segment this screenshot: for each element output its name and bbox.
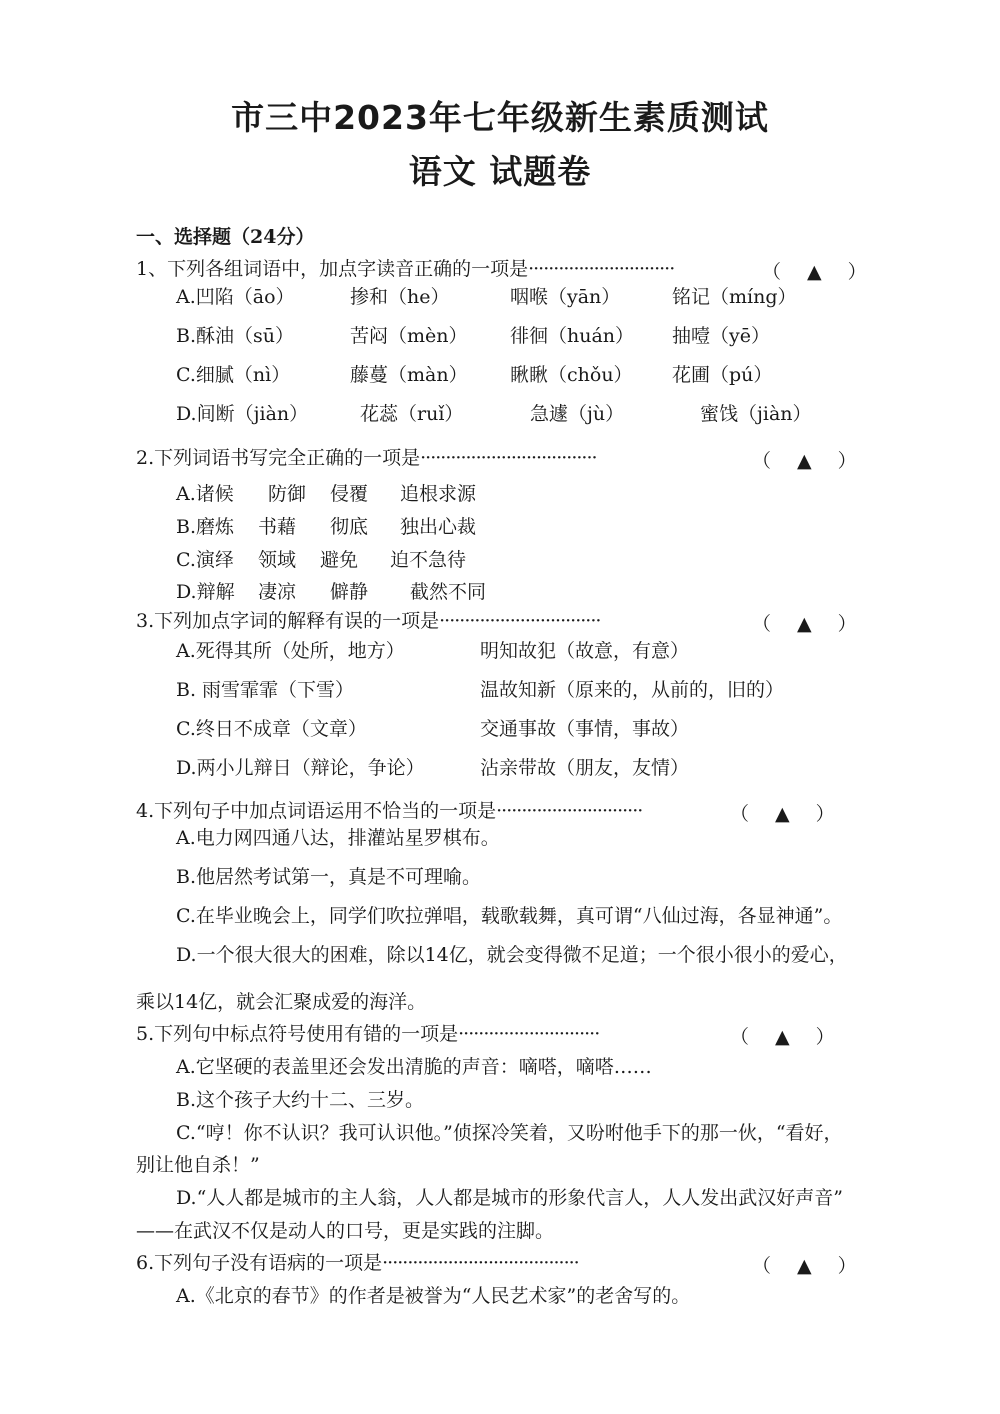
q6-option-a: A.《北京的春节》的作者是被誉为“人民艺术家”的老舍写的。 xyxy=(176,1285,691,1307)
q1-option-a1: A.凹陷（āo） xyxy=(176,286,295,308)
q1-leader-dots: ····························· xyxy=(528,258,675,280)
q1-option-c2: 藤蔓（màn） xyxy=(350,364,468,386)
triangle-marker-icon: ▲ xyxy=(807,261,822,283)
q1-option-c4: 花圃（pú） xyxy=(672,364,773,386)
q2-option-a4: 追根求源 xyxy=(400,483,477,505)
q2-option-d4: 截然不同 xyxy=(410,581,487,603)
q1-option-d4: 蜜饯（jiàn） xyxy=(700,403,812,425)
q5-option-d-line1: D.“人人都是城市的主人翁，人人都是城市的形象代言人，人人发出武汉好声音” xyxy=(176,1187,844,1209)
q4-answer-bracket: （ ▲ ） xyxy=(730,803,835,825)
q2-option-d2: 凄凉 xyxy=(258,581,297,603)
q2-option-b1: B.磨炼 xyxy=(176,516,235,538)
q4-option-d-line2: 乘以14亿，就会汇聚成爱的海洋。 xyxy=(136,991,427,1013)
q3-option-a-right: 明知故犯（故意，有意） xyxy=(480,640,690,662)
q2-option-c2: 领域 xyxy=(258,549,297,571)
q2-stem-text: 2.下列词语书写完全正确的一项是 xyxy=(136,447,421,469)
q1-option-b1: B.酥油（sū） xyxy=(176,325,294,347)
q3-option-a-left: A.死得其所（处所，地方） xyxy=(176,640,405,662)
q4-option-b: B.他居然考试第一，真是不可理喻。 xyxy=(176,866,482,888)
q2-option-a2: 防御 xyxy=(268,483,307,505)
q3-answer-bracket: （ ▲ ） xyxy=(752,613,857,635)
q5-option-c-line2: 别让他自杀！” xyxy=(136,1154,260,1176)
q1-option-b4: 抽噎（yē） xyxy=(672,325,770,347)
q3-option-d-left: D.两小儿辩日（辩论，争论） xyxy=(176,757,425,779)
q4-option-d-line1: D.一个很大很大的困难，除以14亿，就会变得微不足道；一个很小很小的爱心， xyxy=(176,944,848,966)
q1-option-b3: 徘徊（huán） xyxy=(510,325,635,347)
q3-option-d-right: 沾亲带故（朋友，友情） xyxy=(480,757,690,779)
triangle-marker-icon: ▲ xyxy=(775,803,790,825)
q2-option-d3: 僻静 xyxy=(330,581,369,603)
q2-option-d1: D.辩解 xyxy=(176,581,235,603)
q2-leader-dots: ··································· xyxy=(420,447,597,469)
q2-option-a3: 侵覆 xyxy=(330,483,369,505)
exam-title: 市三中2023年七年级新生素质测试 xyxy=(231,98,769,137)
triangle-marker-icon: ▲ xyxy=(775,1026,790,1048)
q3-option-b-right: 温故知新（原来的，从前的，旧的） xyxy=(480,679,785,701)
q5-option-d-line2: ——在武汉不仅是动人的口号，更是实践的注脚。 xyxy=(136,1220,555,1242)
q3-stem-text: 3.下列加点字词的解释有误的一项是 xyxy=(136,610,440,632)
q4-stem-text: 4.下列句子中加点词语运用不恰当的一项是 xyxy=(136,800,497,822)
q5-option-c-line1: C.“哼！你不认识？我可认识他。”侦探冷笑着，又吩咐他手下的那一伙，“看好， xyxy=(176,1122,843,1144)
q1-option-a2: 掺和（he） xyxy=(350,286,450,308)
q1-option-a3: 咽喉（yān） xyxy=(510,286,621,308)
q6-stem-text: 6.下列句子没有语病的一项是 xyxy=(136,1252,383,1274)
q1-option-c3: 瞅瞅（chǒu） xyxy=(510,364,633,386)
q5-stem xyxy=(136,1022,599,1046)
q4-leader-dots: ····························· xyxy=(496,800,643,822)
q1-option-d1: D.间断（jiàn） xyxy=(176,403,309,425)
q3-option-b-left: B. 雨雪霏霏（下雪） xyxy=(176,679,355,701)
q1-stem-text: 1、下列各组词语中，加点字读音正确的一项是 xyxy=(136,258,529,280)
q2-option-c4: 迫不急待 xyxy=(390,549,467,571)
q5-option-b: B.这个孩子大约十二、三岁。 xyxy=(176,1089,425,1111)
q4-stem xyxy=(136,799,642,823)
q3-stem xyxy=(136,609,600,633)
section-heading: 一、选择题（24分） xyxy=(136,226,315,248)
q3-option-c-left: C.终日不成章（文章） xyxy=(176,718,367,740)
exam-subtitle: 语文 试题卷 xyxy=(408,152,592,191)
q3-leader-dots: ································ xyxy=(439,610,601,632)
q6-leader-dots: ······································· xyxy=(382,1252,579,1274)
q5-answer-bracket: （ ▲ ） xyxy=(730,1026,835,1048)
q5-stem-text: 5.下列句中标点符号使用有错的一项是 xyxy=(136,1023,459,1045)
q2-option-c1: C.演绎 xyxy=(176,549,234,571)
q2-stem xyxy=(136,446,597,470)
q4-option-a: A.电力网四通八达，排灌站星罗棋布。 xyxy=(176,827,500,849)
q2-answer-bracket: （ ▲ ） xyxy=(752,450,857,472)
q6-answer-bracket: （ ▲ ） xyxy=(752,1255,857,1277)
q3-option-c-right: 交通事故（事情，事故） xyxy=(480,718,690,740)
q4-option-c: C.在毕业晚会上，同学们吹拉弹唱，载歌载舞，真可谓“八仙过海，各显神通”。 xyxy=(176,905,843,927)
triangle-marker-icon: ▲ xyxy=(797,1255,812,1277)
q1-option-a4: 铭记（míng） xyxy=(672,286,797,308)
q1-option-d2: 花蕊（ruǐ） xyxy=(360,403,464,425)
triangle-marker-icon: ▲ xyxy=(797,613,812,635)
q1-stem xyxy=(136,257,674,281)
q2-option-b2: 书藉 xyxy=(258,516,297,538)
q2-option-b3: 彻底 xyxy=(330,516,369,538)
q1-answer-bracket: （ ▲ ） xyxy=(762,261,867,283)
q5-leader-dots: ···························· xyxy=(458,1023,600,1045)
q2-option-b4: 独出心裁 xyxy=(400,516,477,538)
q1-option-b2: 苦闷（mèn） xyxy=(350,325,468,347)
q6-stem xyxy=(136,1251,579,1275)
q1-option-d3: 急遽（jù） xyxy=(530,403,625,425)
q1-option-c1: C.细腻（nì） xyxy=(176,364,291,386)
q2-option-a1: A.诸候 xyxy=(176,483,234,505)
q2-option-c3: 避免 xyxy=(320,549,359,571)
q5-option-a: A.它坚硬的表盖里还会发出清脆的声音：嘀嗒，嘀嗒…… xyxy=(176,1056,652,1078)
triangle-marker-icon: ▲ xyxy=(797,450,812,472)
